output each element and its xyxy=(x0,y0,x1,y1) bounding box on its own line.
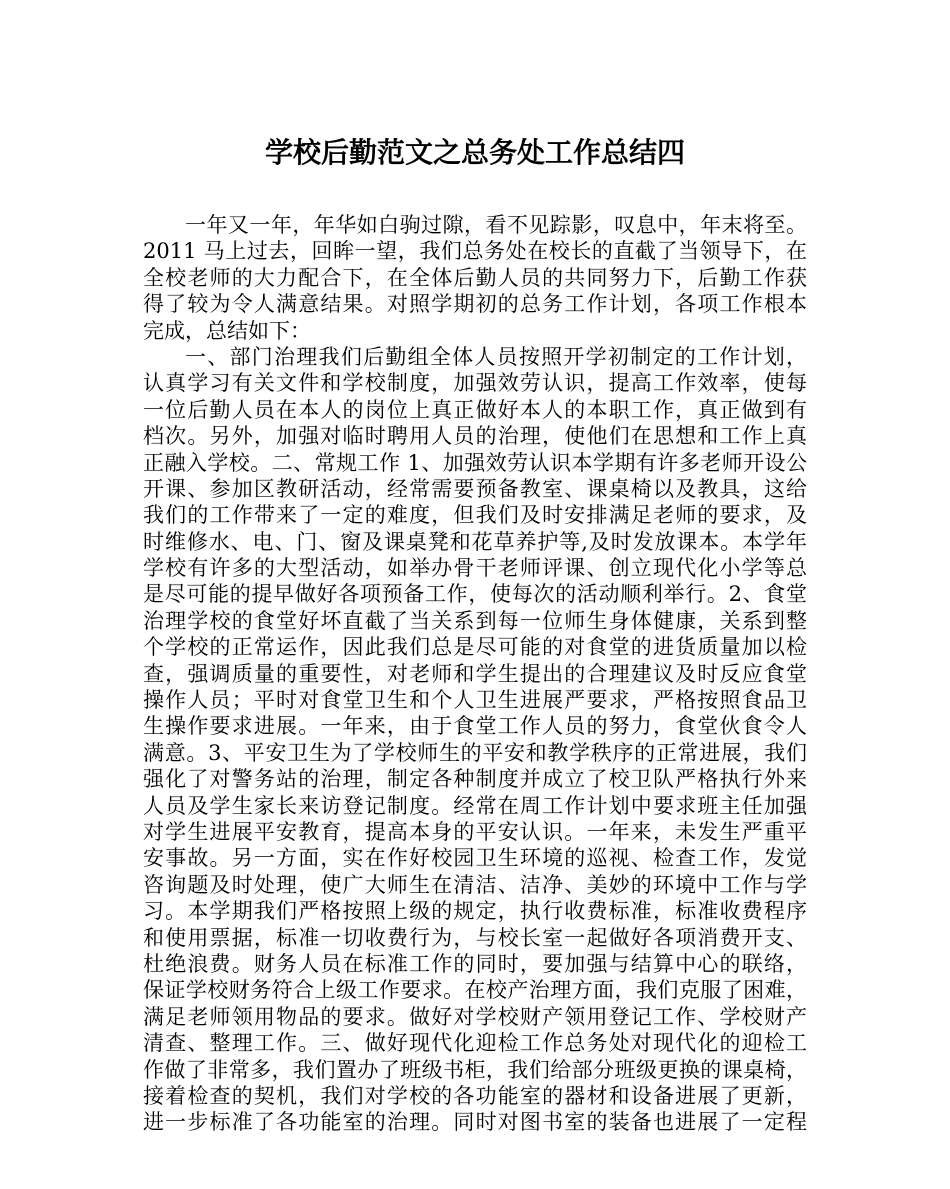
body-text-line: 时维修水、电、门、窗及课桌凳和花草养护等,及时发放课本。本学年 xyxy=(143,529,807,554)
body-text-line: 生操作要求进展。一年来，由于食堂工作人员的努力，食堂伙食令人 xyxy=(143,714,807,739)
body-text-line: 满足老师领用物品的要求。做好对学校财产领用登记工作、学校财产 xyxy=(143,1004,807,1029)
body-text-line: 杜绝浪费。财务人员在标准工作的同时，要加强与结算中心的联络， xyxy=(143,951,807,976)
body-text-line: 完成，总结如下： xyxy=(143,318,311,343)
body-text-line: 学校有许多的大型活动，如举办骨干老师评课、创立现代化小学等总 xyxy=(143,556,807,581)
document-title: 学校后勤范文之总务处工作总结四 xyxy=(264,136,685,169)
body-text-line: 一位后勤人员在本人的岗位上真正做好本人的本职工作，真正做到有 xyxy=(143,397,807,422)
body-text-line: 查，强调质量的重要性，对老师和学生提出的合理建议及时反应食堂 xyxy=(143,661,807,686)
body-text-line: 作做了非常多，我们置办了班级书柜，我们给部分班级更换的课桌椅， xyxy=(143,1057,807,1082)
body-text-line: 认真学习有关文件和学校制度，加强效劳认识，提高工作效率，使每 xyxy=(143,371,807,396)
body-text-line: 进一步标准了各功能室的治理。同时对图书室的装备也进展了一定程 xyxy=(143,1110,807,1135)
body-text-line: 全校老师的大力配合下，在全体后勤人员的共同努力下，后勤工作获 xyxy=(143,265,807,290)
body-text-line: 接着检查的契机，我们对学校的各功能室的器材和设备进展了更新， xyxy=(143,1083,807,1108)
body-text-line: 一、部门治理我们后勤组全体人员按照开学初制定的工作计划， xyxy=(185,344,807,369)
body-text-line: 个学校的正常运作，因此我们总是尽可能的对食堂的进货质量加以检 xyxy=(143,635,807,660)
body-text-line: 满意。3、平安卫生为了学校师生的平安和教学秩序的正常进展，我们 xyxy=(143,740,807,765)
body-text-line: 和使用票据，标准一切收费行为，与校长室一起做好各项消费开支、 xyxy=(143,925,807,950)
body-text-line: 操作人员；平时对食堂卫生和个人卫生进展严要求，严格按照食品卫 xyxy=(143,688,807,713)
body-text-line: 人员及学生家长来访登记制度。经常在周工作计划中要求班主任加强 xyxy=(143,793,807,818)
body-text-line: 档次。另外，加强对临时聘用人员的治理，使他们在思想和工作上真 xyxy=(143,424,807,449)
body-text-line: 正融入学校。二、常规工作 1、加强效劳认识本学期有许多老师开设公 xyxy=(143,450,807,475)
body-text-line: 咨询题及时处理，使广大师生在清洁、洁净、美妙的环境中工作与学 xyxy=(143,872,807,897)
body-text-line: 对学生进展平安教育，提高本身的平安认识。一年来，未发生严重平 xyxy=(143,819,807,844)
body-text-line: 保证学校财务符合上级工作要求。在校产治理方面，我们克服了困难， xyxy=(143,978,807,1003)
body-text-line: 2011 马上过去，回眸一望，我们总务处在校长的直截了当领导下，在 xyxy=(143,239,807,264)
body-text-line: 清查、整理工作。三、做好现代化迎检工作总务处对现代化的迎检工 xyxy=(143,1031,807,1056)
body-text-line: 是尽可能的提早做好各项预备工作，使每次的活动顺利举行。2、食堂 xyxy=(143,582,807,607)
body-text-line: 我们的工作带来了一定的难度，但我们及时安排满足老师的要求，及 xyxy=(143,503,807,528)
body-text-line: 得了较为令人满意结果。对照学期初的总务工作计划，各项工作根本 xyxy=(143,292,807,317)
body-text-line: 习。本学期我们严格按照上级的规定，执行收费标准，标准收费程序 xyxy=(143,899,807,924)
document-body xyxy=(143,212,807,1136)
body-text-line: 开课、参加区教研活动，经常需要预备教室、课桌椅以及教具，这给 xyxy=(143,476,807,501)
body-text-line: 安事故。另一方面，实在作好校园卫生环境的巡视、检查工作，发觉 xyxy=(143,846,807,871)
body-text-line: 一年又一年，年华如白驹过隙，看不见踪影，叹息中，年末将至。 xyxy=(185,213,807,237)
body-text-line: 治理学校的食堂好坏直截了当关系到每一位师生身体健康，关系到整 xyxy=(143,608,807,633)
body-text-line: 强化了对警务站的治理，制定各种制度并成立了校卫队严格执行外来 xyxy=(143,767,807,792)
